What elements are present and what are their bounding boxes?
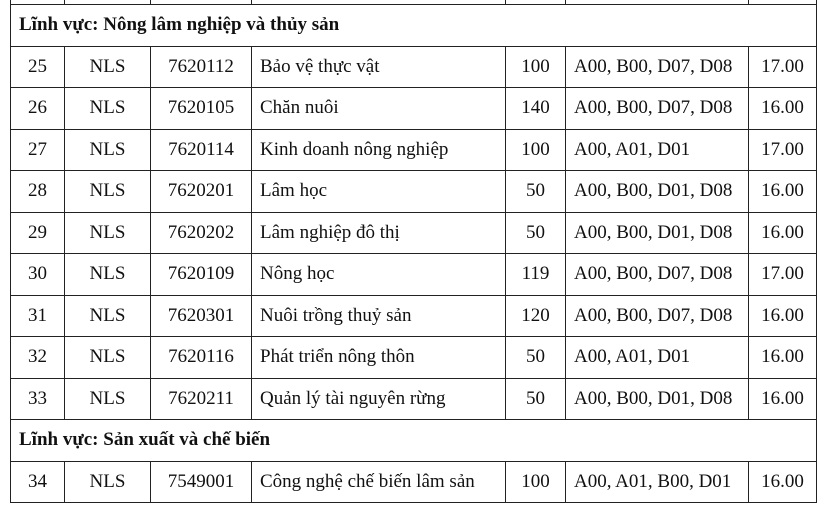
cell-stt: 31 (11, 295, 65, 337)
section-header-row (11, 5, 817, 47)
cell-quota: 50 (506, 171, 566, 213)
cell-major-code: 7620201 (151, 171, 252, 213)
cell-school-code: NLS (65, 46, 151, 88)
cell-major-name: Công nghệ chế biến lâm sản (252, 461, 506, 503)
cell-stt: 29 (11, 212, 65, 254)
cell-major-code: 7549001 (151, 461, 252, 503)
cell-major-code: 7620116 (151, 337, 252, 379)
cell-subject-groups: A00, B00, D01, D08 (566, 171, 749, 213)
admission-table (10, 0, 817, 503)
cell-score: 16.00 (749, 461, 817, 503)
cell-quota: 50 (506, 212, 566, 254)
cell-quota: 100 (506, 129, 566, 171)
cell-score: 16.00 (749, 88, 817, 130)
section-title: Lĩnh vực: Sản xuất và chế biến (11, 420, 817, 462)
section-header-row (11, 420, 817, 462)
cell-school-code: NLS (65, 254, 151, 296)
cell-quota: 100 (506, 461, 566, 503)
cell-subject-groups: A00, B00, D07, D08 (566, 46, 749, 88)
cell-subject-groups: A00, B00, D07, D08 (566, 295, 749, 337)
section-title: Lĩnh vực: Nông lâm nghiệp và thủy sản (11, 5, 817, 47)
cell-school-code: NLS (65, 337, 151, 379)
cell-stt: 25 (11, 46, 65, 88)
cell-school-code: NLS (65, 461, 151, 503)
table-row (11, 254, 817, 296)
cell-major-code: 7620109 (151, 254, 252, 296)
cell-school-code: NLS (65, 129, 151, 171)
cell-subject-groups: A00, A01, D01 (566, 129, 749, 171)
table-row (11, 295, 817, 337)
cell-score: 17.00 (749, 129, 817, 171)
cell-subject-groups: A00, B00, D01, D08 (566, 212, 749, 254)
cell-major-name: Bảo vệ thực vật (252, 46, 506, 88)
cell-score: 16.00 (749, 295, 817, 337)
cell-major-code: 7620301 (151, 295, 252, 337)
cell-major-name: Quản lý tài nguyên rừng (252, 378, 506, 420)
cell-stt: 32 (11, 337, 65, 379)
cell-major-name: Kinh doanh nông nghiệp (252, 129, 506, 171)
cell-subject-groups: A00, B00, D07, D08 (566, 254, 749, 296)
cell-score: 16.00 (749, 171, 817, 213)
table-row (11, 461, 817, 503)
cell-score: 16.00 (749, 378, 817, 420)
cell-major-code: 7620105 (151, 88, 252, 130)
cell-school-code: NLS (65, 295, 151, 337)
table-row (11, 378, 817, 420)
cell-stt: 26 (11, 88, 65, 130)
cell-major-name: Lâm nghiệp đô thị (252, 212, 506, 254)
cell-quota: 140 (506, 88, 566, 130)
cell-stt: 34 (11, 461, 65, 503)
cell-subject-groups: A00, B00, D07, D08 (566, 88, 749, 130)
table-row (11, 212, 817, 254)
table-row (11, 46, 817, 88)
cell-score: 17.00 (749, 46, 817, 88)
cell-school-code: NLS (65, 212, 151, 254)
cell-major-name: Chăn nuôi (252, 88, 506, 130)
table-row (11, 171, 817, 213)
table-row (11, 88, 817, 130)
cell-major-code: 7620114 (151, 129, 252, 171)
cell-major-code: 7620202 (151, 212, 252, 254)
cell-major-name: Phát triển nông thôn (252, 337, 506, 379)
cell-quota: 120 (506, 295, 566, 337)
cell-stt: 27 (11, 129, 65, 171)
cell-stt: 28 (11, 171, 65, 213)
cell-school-code: NLS (65, 88, 151, 130)
cell-subject-groups: A00, B00, D01, D08 (566, 378, 749, 420)
table-row (11, 337, 817, 379)
cell-stt: 30 (11, 254, 65, 296)
cell-quota: 50 (506, 378, 566, 420)
cell-quota: 119 (506, 254, 566, 296)
cell-major-code: 7620112 (151, 46, 252, 88)
cell-major-name: Nông học (252, 254, 506, 296)
cell-quota: 50 (506, 337, 566, 379)
cell-subject-groups: A00, A01, D01 (566, 337, 749, 379)
cell-major-code: 7620211 (151, 378, 252, 420)
cell-subject-groups: A00, A01, B00, D01 (566, 461, 749, 503)
cell-school-code: NLS (65, 378, 151, 420)
table-row (11, 129, 817, 171)
cell-score: 16.00 (749, 212, 817, 254)
cell-major-name: Nuôi trồng thuỷ sản (252, 295, 506, 337)
cell-score: 17.00 (749, 254, 817, 296)
cell-major-name: Lâm học (252, 171, 506, 213)
cell-school-code: NLS (65, 171, 151, 213)
cell-stt: 33 (11, 378, 65, 420)
cell-quota: 100 (506, 46, 566, 88)
cell-score: 16.00 (749, 337, 817, 379)
